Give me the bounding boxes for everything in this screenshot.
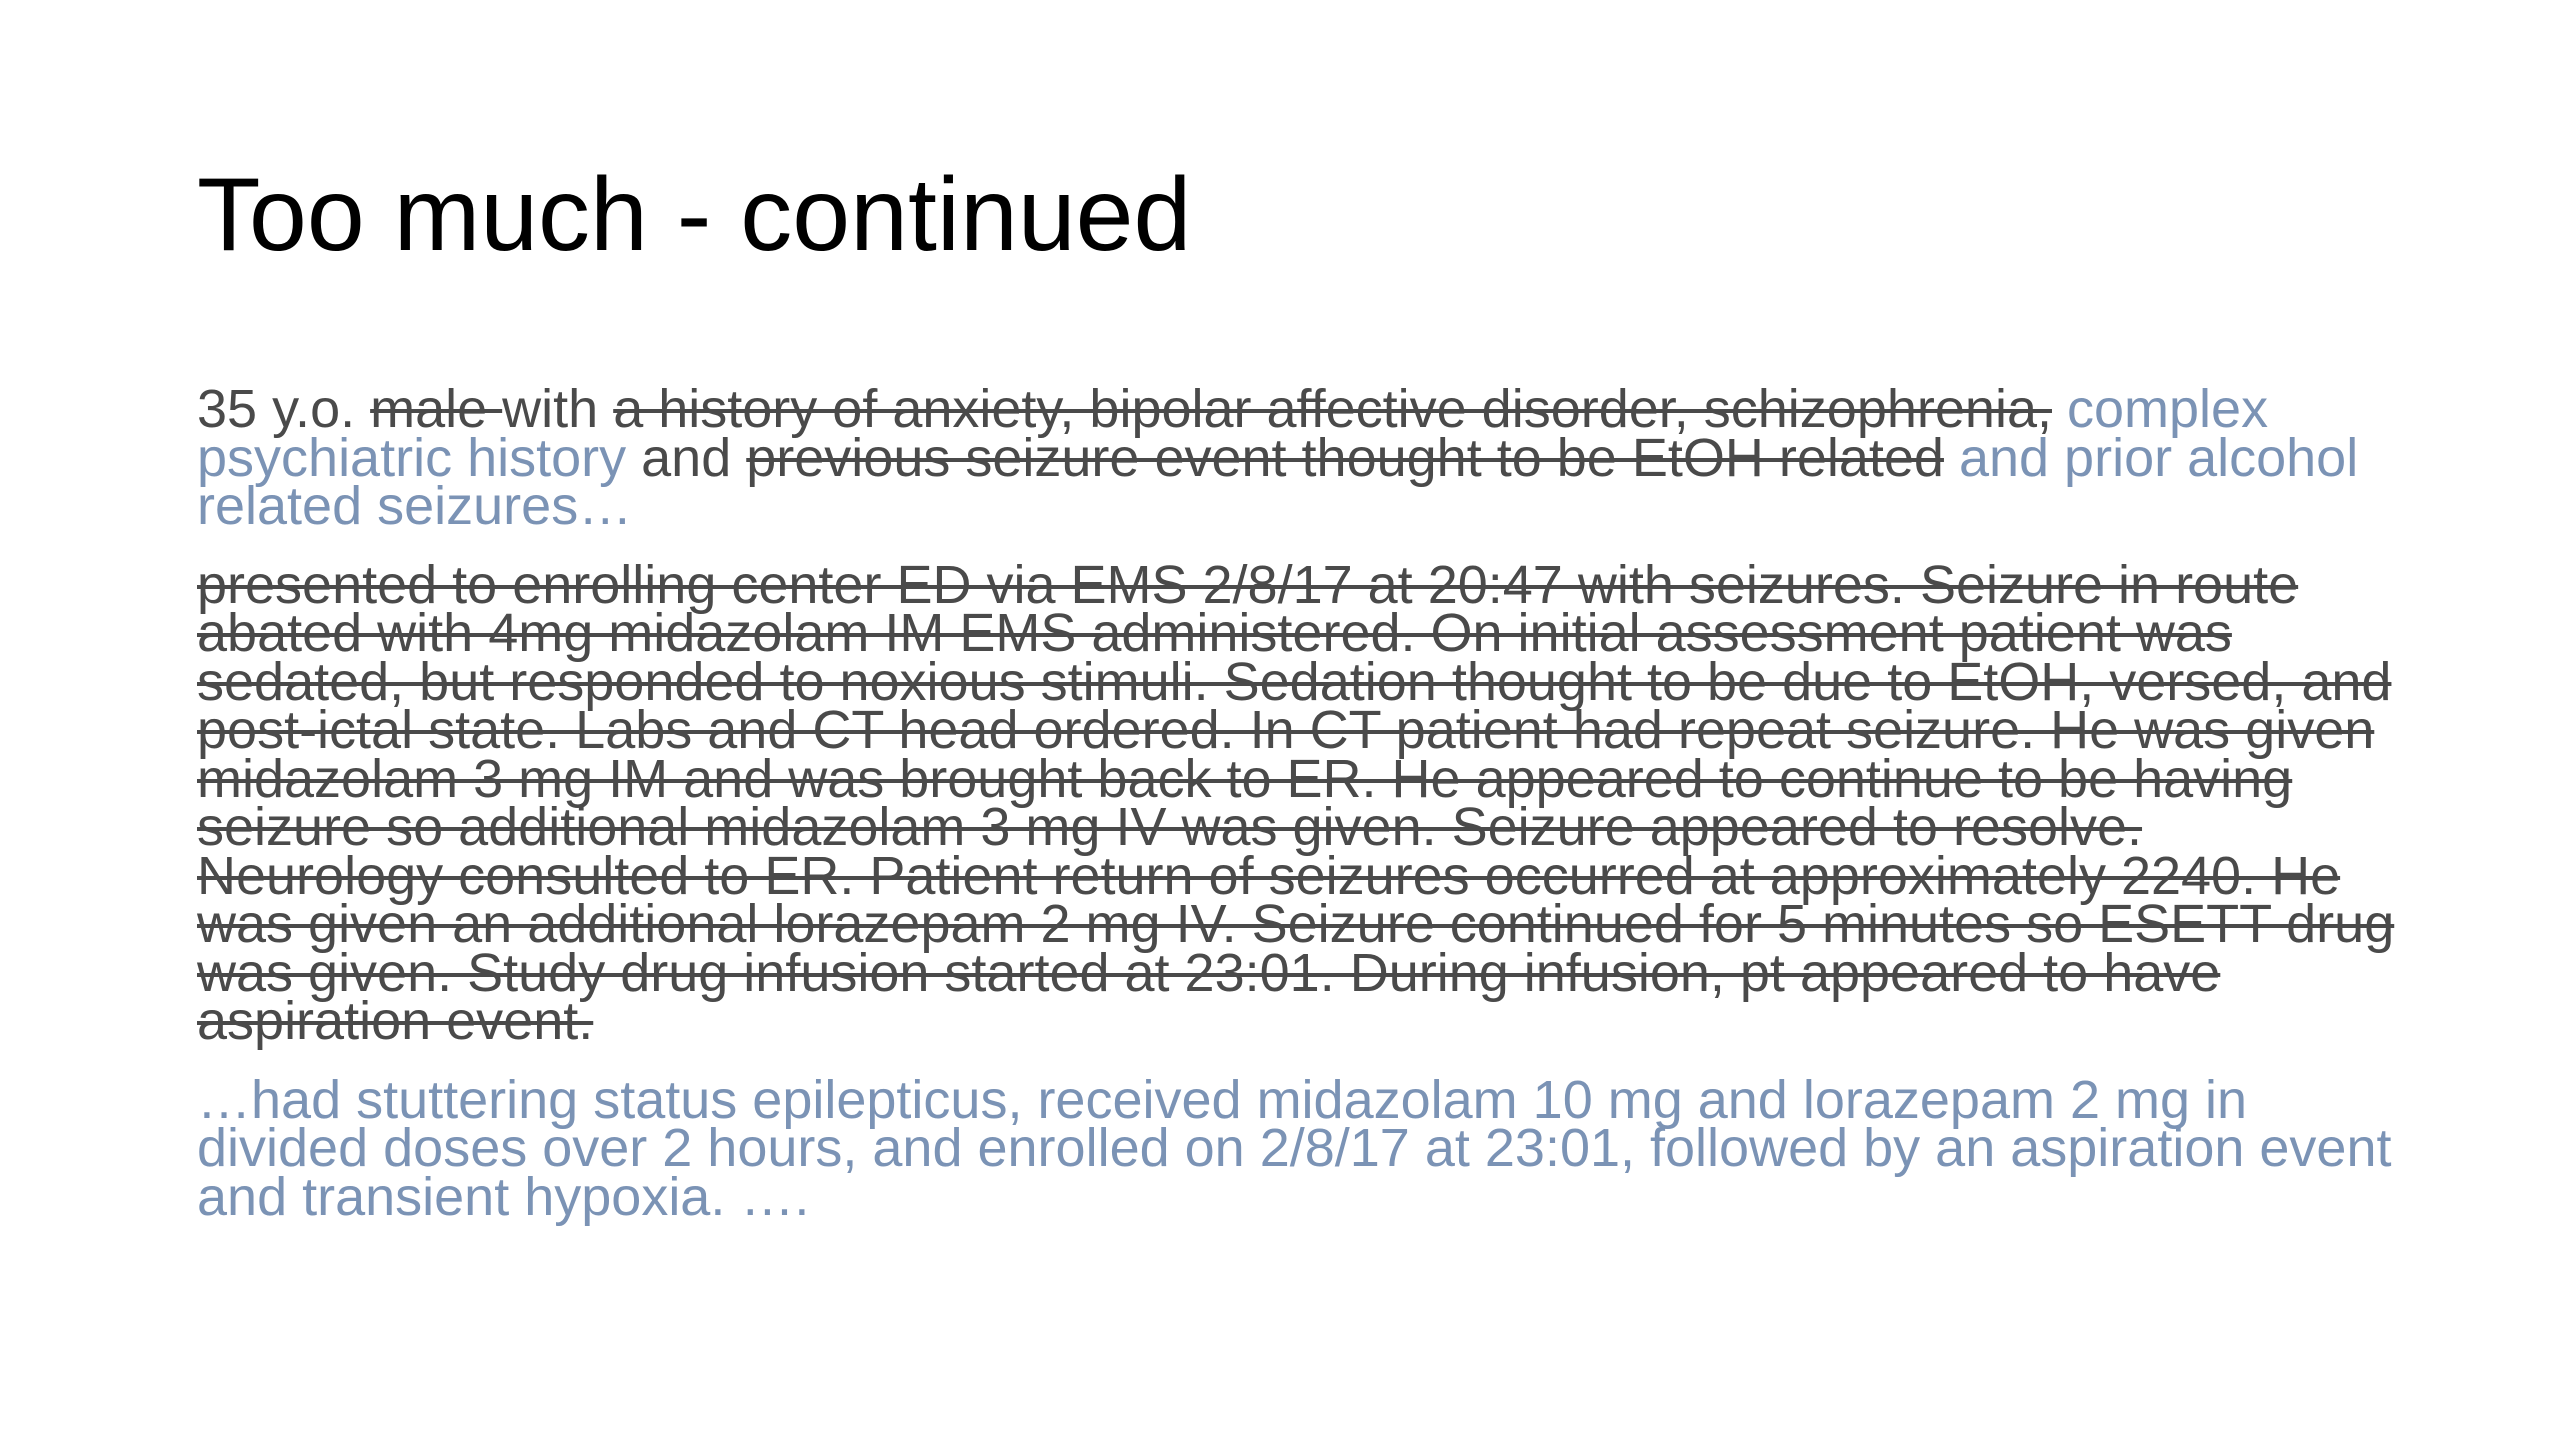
- revised-seizures-text: and prior alcohol related seizures…: [197, 427, 2359, 536]
- revised-history-text: complex psychiatric history: [197, 379, 2269, 488]
- struck-seizure-event-text: previous seizure event thought to be EtOH related: [746, 427, 1944, 488]
- struck-history-text: a history of anxiety, bipolar affective disorder, schizophrenia,: [613, 379, 2052, 439]
- patient-summary-paragraph: [197, 379, 2397, 536]
- slide-body: [197, 379, 2397, 1227]
- slide-title: Too much - continued: [197, 157, 1192, 273]
- age-text: 35 y.o.: [197, 379, 371, 439]
- and-text: and: [626, 427, 747, 488]
- with-text: with: [502, 379, 614, 439]
- struck-sex-text: male: [370, 379, 503, 439]
- struck-narrative-paragraph: presented to enrolling center ED via EMS 2/8/17 at 20:47 with seizures. Seizure in route abated with 4mg midazolam IM EMS administered. On initial assessment patient was sedated, but responded to noxious stimuli. Sedation thought to be due to EtOH, versed, and post-ictal state. Labs and CT head ordered. In CT patient had repeat seizure. He was given midazolam 3 mg IM and was brought back to ER. He appeared to continue to be having seizure so additional midazolam 3 mg IV was given. Seizure appeared to resolve. Neurology consulted to ER. Patient return of seizures occurred at approximately 2240. He was given an additional lorazepam 2 mg IV. Seizure continued for 5 minutes so ESETT drug was given. Study drug infusion started at 23:01. During infusion, pt appeared to have aspiration event.: [197, 554, 2395, 1051]
- revised-summary-paragraph: …had stuttering status epilepticus, received midazolam 10 mg and lorazepam 2 mg in divided doses over 2 hours, and enrolled on 2/8/17 at 23:01, followed by an aspiration event and transient hypoxia. ….: [197, 1069, 2392, 1227]
